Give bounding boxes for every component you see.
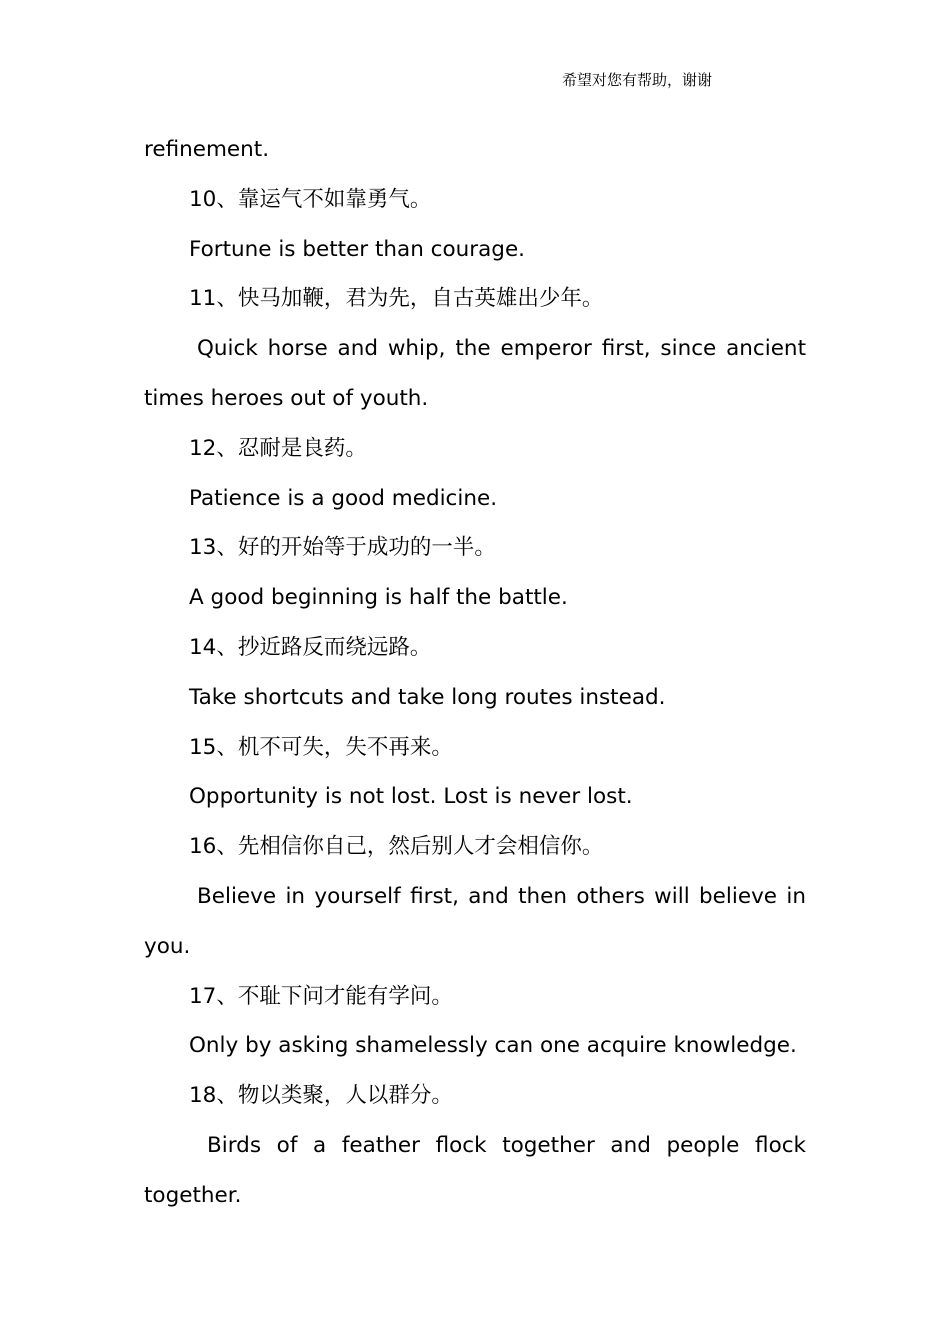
page-header: 希望对您有帮助，谢谢 (562, 71, 713, 89)
proverb-chinese: 17、不耻下问才能有学问。 (189, 983, 453, 1009)
proverb-english: Believe in yourself first, and then others will believe in you. (144, 883, 806, 959)
proverb-chinese: 10、靠运气不如靠勇气。 (189, 186, 432, 212)
proverb-english: A good beginning is half the battle. (189, 585, 568, 611)
proverb-chinese: 14、抄近路反而绕远路。 (189, 634, 432, 660)
proverb-english: Quick horse and whip, the emperor first, since ancient times heroes out of youth. (144, 336, 806, 411)
proverb-chinese: 13、好的开始等于成功的一半。 (189, 535, 496, 561)
proverb-chinese: 11、快马加鞭，君为先，自古英雄出少年。 (189, 286, 604, 312)
proverb-english: Take shortcuts and take long routes instead. (189, 684, 666, 710)
proverb-chinese: 16、先相信你自己，然后别人才会相信你。 (189, 834, 604, 860)
proverb-english: Birds of a feather flock together and people flock together. (144, 1132, 806, 1208)
proverb-chinese: 15、机不可失，失不再来。 (189, 734, 453, 760)
continuation-line: refinement. (144, 137, 270, 162)
proverb-english: Fortune is better than courage. (189, 236, 526, 262)
document-body (144, 125, 806, 1221)
proverb-chinese: 18、物以类聚，人以群分。 (189, 1083, 453, 1109)
proverb-english: Opportunity is not lost. Lost is never lost. (189, 784, 633, 810)
proverb-english: Only by asking shamelessly can one acquire knowledge. (189, 1033, 797, 1059)
proverb-chinese: 12、忍耐是良药。 (189, 435, 367, 461)
proverb-english: Patience is a good medicine. (189, 485, 498, 511)
